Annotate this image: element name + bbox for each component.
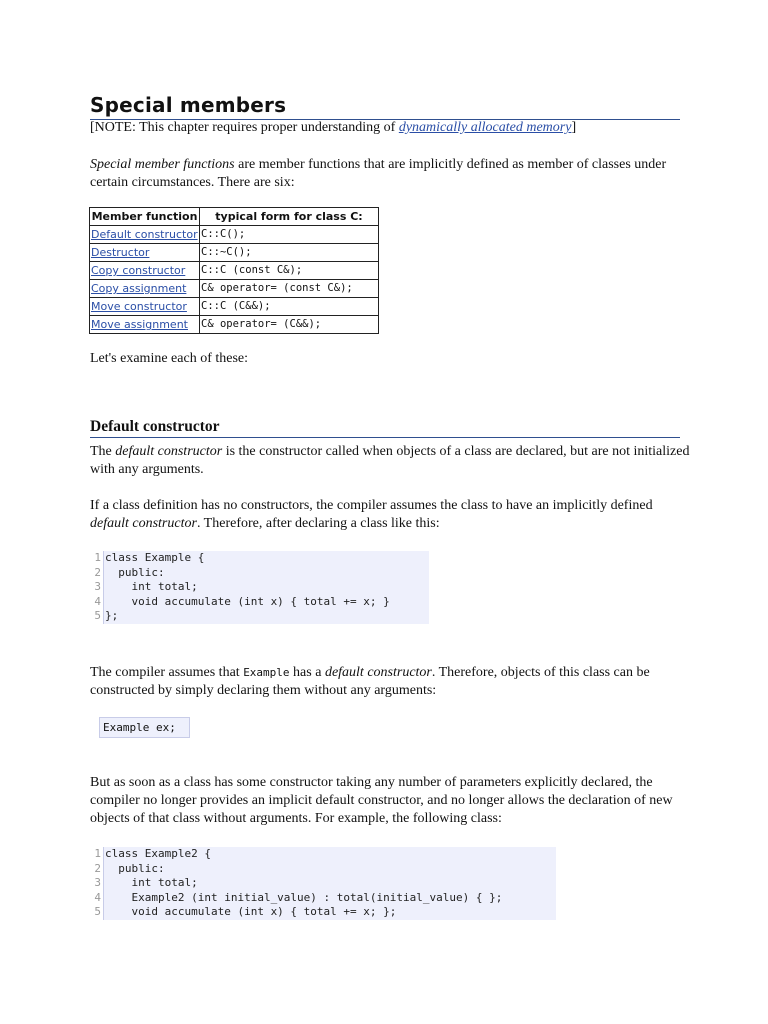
line-number: 3 [94, 580, 101, 594]
code-text: public: [103, 862, 556, 877]
member-link-destructor[interactable]: Destructor [90, 244, 200, 262]
line-number: 2 [94, 565, 101, 579]
member-link-move-constructor[interactable]: Move constructor [90, 298, 200, 316]
code-text: class Example2 { [103, 847, 556, 862]
line-number: 1 [94, 551, 101, 564]
member-form: C& operator= (C&&); [200, 316, 379, 334]
text: is the constructor called when objects of a class are declared, but are not initialized with any arguments. [90, 444, 690, 477]
text: The [90, 444, 116, 459]
code-line [89, 862, 556, 877]
examine-paragraph: Let's examine each of these: [90, 351, 249, 366]
code-line [89, 876, 556, 891]
code-line [89, 905, 556, 920]
section-heading-default-constructor: Default constructor [90, 418, 680, 438]
note-prefix: [NOTE: This chapter requires proper understanding of [90, 120, 399, 135]
code-text: public: [103, 566, 429, 581]
emphasis: default constructor [115, 444, 223, 459]
line-number: 4 [94, 890, 101, 904]
member-form: C::C (const C&); [200, 262, 379, 280]
member-form: C& operator= (const C&); [200, 280, 379, 298]
line-number: 3 [94, 876, 101, 890]
member-link-copy-constructor[interactable]: Copy constructor [90, 262, 200, 280]
code-text: }; [103, 609, 429, 624]
member-form: C::C (C&&); [200, 298, 379, 316]
inline-code: Example [243, 666, 290, 679]
member-form: C::~C(); [200, 244, 379, 262]
code-line [89, 580, 429, 595]
emphasis: default constructor [324, 665, 432, 680]
code-line [89, 551, 429, 566]
dynamic-memory-link[interactable]: dynamically allocated memory [398, 120, 572, 135]
text: If a class definition has no constructors, the compiler assumes the class to have an implicitly defined [90, 498, 653, 513]
intro-text: are member functions that are implicitly defined as member of classes under certain circumstances. There are six: [90, 157, 667, 190]
member-link-copy-assignment[interactable]: Copy assignment [90, 280, 200, 298]
line-number: 2 [94, 861, 101, 875]
code-line [89, 595, 429, 610]
line-number: 5 [94, 609, 101, 623]
default-constructor-paragraph-1 [90, 443, 690, 479]
code-example-1 [89, 551, 429, 624]
code-example-declaration: Example ex; [99, 717, 190, 738]
member-form: C::C(); [200, 226, 379, 244]
note-suffix: ] [571, 120, 577, 135]
code-text: int total; [103, 580, 429, 595]
default-constructor-paragraph-2 [90, 497, 690, 533]
member-link-move-assignment[interactable]: Move assignment [90, 316, 200, 334]
table-row [90, 298, 379, 316]
member-link-default-constructor[interactable]: Default constructor [90, 226, 200, 244]
table-header-row [90, 208, 379, 226]
header-member-function: Member function [90, 208, 200, 226]
code-text: void accumulate (int x) { total += x; }; [103, 905, 556, 920]
code-text: Example2 (int initial_value) : total(initial_value) { }; [103, 891, 556, 906]
text: The compiler assumes that [90, 665, 244, 680]
page-title: Special members [90, 92, 680, 120]
emphasis: default constructor [90, 516, 197, 531]
table-row [90, 226, 379, 244]
code-example-2 [89, 847, 556, 920]
default-constructor-paragraph-4: But as soon as a class has some constructor taking any number of parameters explicitly declared, the compiler no longer provides an implicit default constructor, and no longer allows the declaration of new objects of that class without arguments. For example, the following class: [90, 775, 673, 826]
text: has a [289, 665, 325, 680]
line-number: 1 [94, 847, 101, 860]
line-number: 5 [94, 905, 101, 919]
code-text: int total; [103, 876, 556, 891]
note-paragraph [90, 119, 690, 137]
table-row [90, 244, 379, 262]
code-text: void accumulate (int x) { total += x; } [103, 595, 429, 610]
code-line [89, 847, 556, 862]
header-typical-form: typical form for class C: [200, 208, 379, 226]
text: . Therefore, objects of this class can be constructed by simply declaring them without any arguments: [90, 665, 650, 698]
intro-emphasis: Special member functions [90, 157, 235, 172]
table-row [90, 280, 379, 298]
default-constructor-paragraph-3 [90, 664, 690, 700]
code-text: class Example { [103, 551, 429, 566]
intro-paragraph [90, 156, 690, 192]
code-line [89, 566, 429, 581]
code-line [89, 891, 556, 906]
line-number: 4 [94, 594, 101, 608]
table-row [90, 316, 379, 334]
special-members-table [89, 207, 379, 334]
code-line [89, 609, 429, 624]
text: . Therefore, after declaring a class like this: [196, 516, 440, 531]
table-row [90, 262, 379, 280]
